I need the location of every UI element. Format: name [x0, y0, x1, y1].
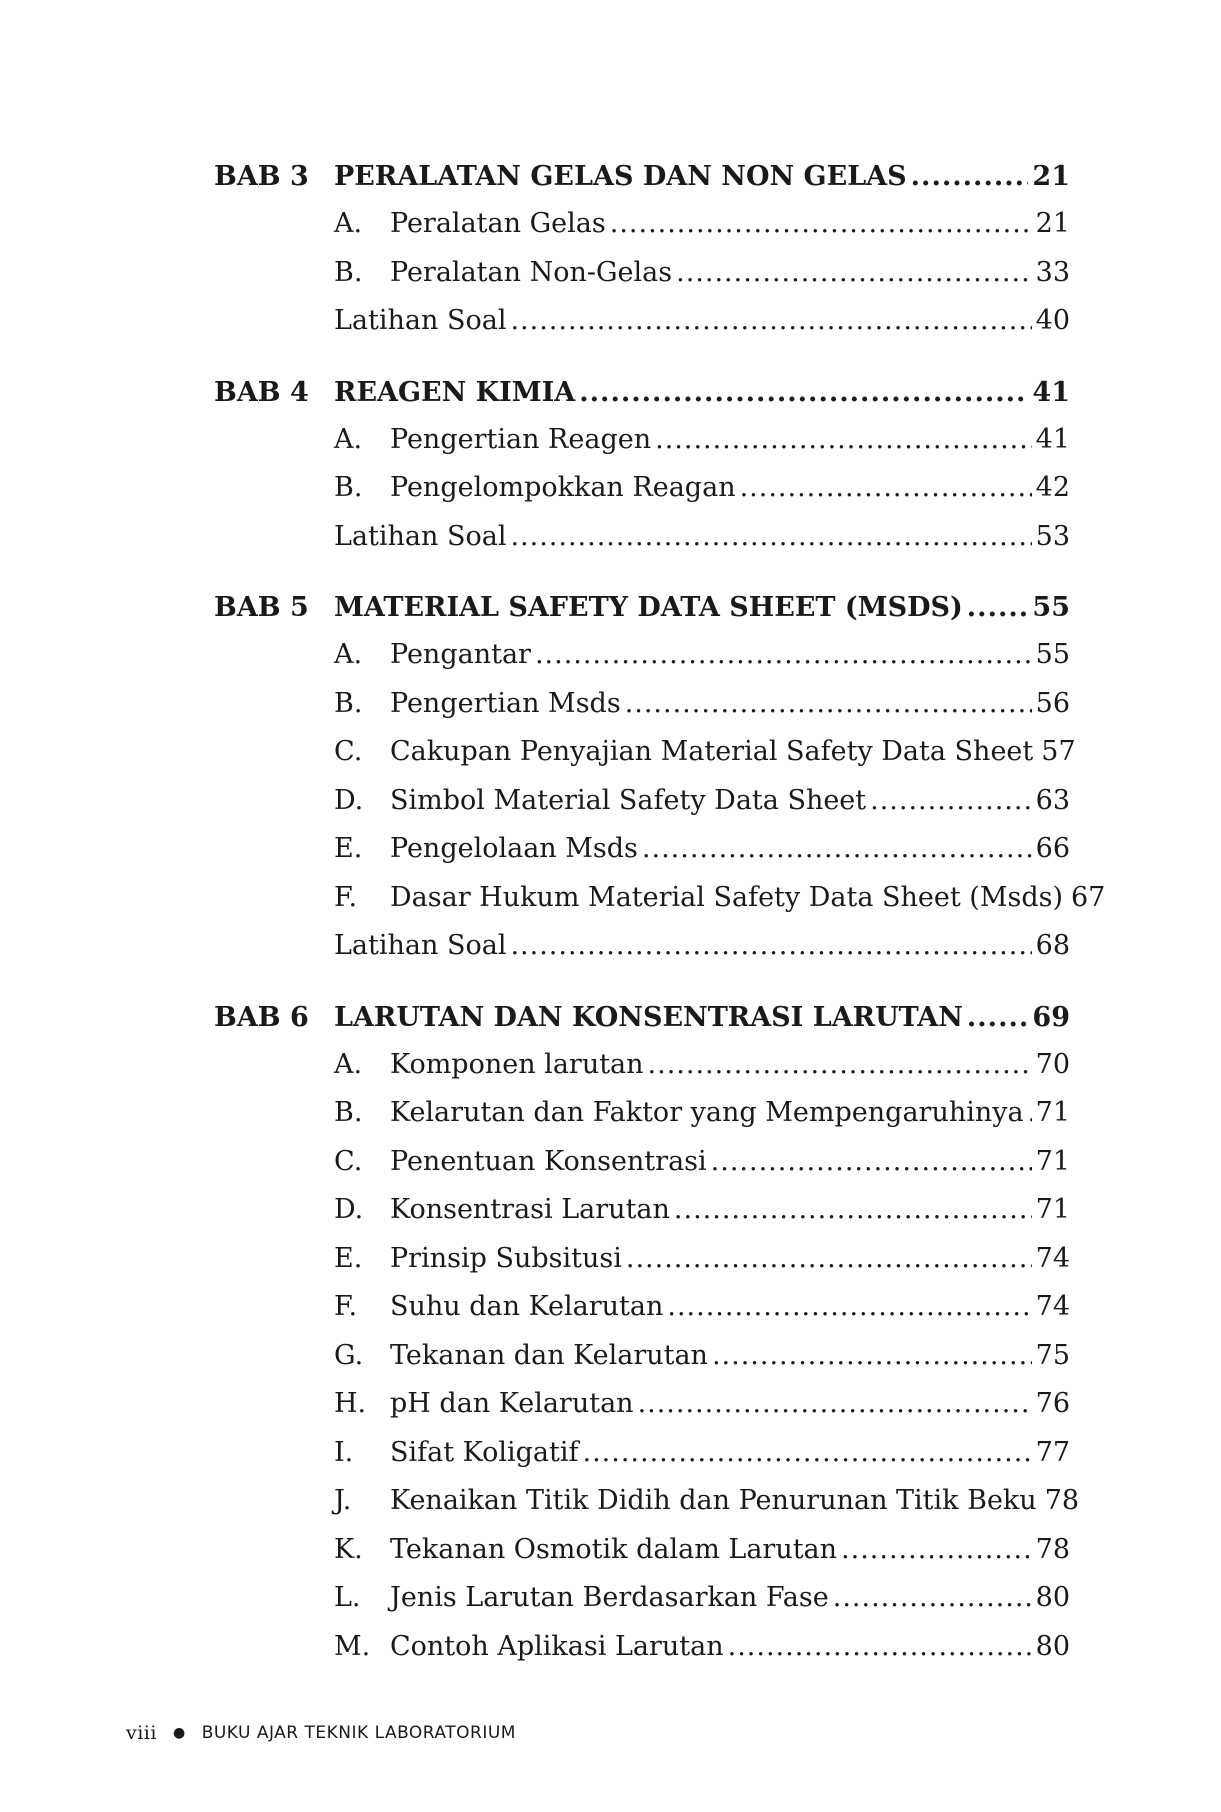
section-letter: C. [334, 1145, 363, 1177]
section-title: Pengelolaan Msds [390, 833, 638, 864]
section-page-number: 78 [1044, 1485, 1080, 1516]
section-title: Pengantar [390, 639, 531, 670]
section-letter: B. [334, 1097, 363, 1128]
section-page-number: 71 [1035, 1194, 1070, 1225]
section-letter: L. [334, 1582, 361, 1613]
running-book-title: BUKU AJAR TEKNIK LABORATORIUM [201, 1723, 516, 1743]
section-page-number: 42 [1035, 472, 1070, 503]
chapter-label: BAB 3 [214, 161, 309, 192]
chapter-heading [214, 995, 1070, 1041]
section-letter: B. [334, 256, 363, 288]
section-letter: A. [334, 208, 363, 239]
section-page-number: 74 [1035, 1242, 1070, 1274]
toc-exercise-entry [334, 513, 1070, 562]
dot-leader [510, 297, 1031, 346]
chapter-page-number: 21 [1032, 161, 1070, 192]
section-letter: G. [334, 1339, 364, 1371]
chapter-title: LARUTAN DAN KONSENTRASI LARUTAN [334, 1001, 963, 1033]
dot-leader [870, 777, 1032, 826]
section-page-number: 80 [1035, 1582, 1070, 1613]
section-title: Jenis Larutan Berdasarkan Fase [390, 1582, 829, 1613]
section-page-number: 41 [1035, 423, 1070, 455]
exercise-title: Latihan Soal [334, 305, 507, 336]
chapter-heading [214, 370, 1070, 416]
toc-section-entry [334, 1380, 1070, 1429]
chapter-label: BAB 6 [214, 1001, 309, 1033]
section-page-number: 33 [1035, 256, 1070, 288]
toc-section-entry [334, 825, 1070, 874]
toc-section-entry [334, 680, 1070, 729]
section-letter: C. [334, 736, 363, 767]
toc-section-entry [334, 1429, 1070, 1478]
dot-leader [676, 249, 1032, 298]
section-title: Komponen larutan [390, 1048, 644, 1080]
dot-leader [674, 1186, 1032, 1235]
section-letter: B. [334, 472, 363, 503]
section-title: Tekanan Osmotik dalam Larutan [390, 1533, 838, 1565]
dot-leader [510, 922, 1031, 971]
exercise-page-number: 68 [1035, 930, 1070, 961]
toc-section-entry [334, 1574, 1070, 1623]
toc-section-entry [334, 416, 1070, 465]
dot-leader [711, 1138, 1032, 1187]
section-title: Penentuan Konsentrasi [390, 1145, 707, 1177]
chapter-block [214, 370, 1070, 562]
section-letter: J. [334, 1485, 352, 1516]
dot-leader [911, 154, 1029, 200]
dot-leader [1028, 1089, 1032, 1138]
toc-section-entry [334, 1089, 1070, 1138]
chapter-heading [214, 154, 1070, 200]
section-letter: K. [334, 1533, 363, 1565]
section-page-number: 76 [1035, 1388, 1070, 1419]
dot-leader [833, 1574, 1032, 1623]
dot-leader [648, 1041, 1032, 1090]
section-page-number: 74 [1035, 1291, 1070, 1322]
toc-section-entry [334, 1623, 1070, 1672]
section-page-number: 71 [1035, 1145, 1070, 1177]
dot-leader [510, 513, 1031, 562]
section-title: Dasar Hukum Material Safety Data Sheet (Msds) [390, 881, 1063, 913]
chapter-page-number: 55 [1032, 592, 1070, 623]
section-letter: A. [334, 423, 363, 455]
dot-leader [638, 1380, 1032, 1429]
toc-section-entry [334, 777, 1070, 826]
section-page-number: 71 [1035, 1097, 1070, 1128]
section-page-number: 77 [1035, 1436, 1070, 1468]
section-title: Contoh Aplikasi Larutan [390, 1630, 724, 1662]
toc-section-entry [334, 1186, 1070, 1235]
dot-leader [626, 1235, 1032, 1284]
page-footer [126, 1722, 516, 1744]
dot-leader [841, 1526, 1032, 1575]
chapter-title: PERALATAN GELAS DAN NON GELAS [334, 161, 907, 192]
section-letter: F. [334, 881, 358, 913]
section-title: Simbol Material Safety Data Sheet [390, 784, 867, 816]
toc-section-entry [334, 1138, 1070, 1187]
toc-section-entry [334, 1477, 1080, 1526]
chapter-page-number: 41 [1032, 376, 1070, 408]
section-title: Pengertian Msds [390, 687, 621, 719]
toc-section-entry [334, 874, 1106, 923]
section-letter: B. [334, 687, 363, 719]
section-page-number: 55 [1035, 639, 1070, 670]
section-title: Peralatan Gelas [390, 208, 606, 239]
section-letter: E. [334, 1242, 363, 1274]
chapter-title: REAGEN KIMIA [334, 376, 576, 408]
toc-section-entry [334, 464, 1070, 513]
page-folio: viii [126, 1722, 157, 1744]
dot-leader [583, 1429, 1032, 1478]
section-title: Kelarutan dan Faktor yang Mempengaruhinya [390, 1097, 1024, 1128]
exercise-title: Latihan Soal [334, 930, 507, 961]
section-page-number: 56 [1035, 687, 1070, 719]
chapter-label: BAB 5 [214, 592, 309, 623]
section-page-number: 63 [1035, 784, 1070, 816]
toc-section-entry [334, 1332, 1070, 1381]
exercise-title: Latihan Soal [334, 520, 507, 552]
section-title: Tekanan dan Kelarutan [390, 1339, 708, 1371]
chapter-block [214, 585, 1106, 971]
section-letter: E. [334, 833, 363, 864]
dot-leader [967, 585, 1029, 631]
dot-leader [728, 1623, 1032, 1672]
dot-leader [642, 825, 1032, 874]
section-letter: H. [334, 1388, 367, 1419]
section-page-number: 70 [1035, 1048, 1070, 1080]
section-page-number: 21 [1035, 208, 1070, 239]
toc-section-entry [334, 1526, 1070, 1575]
toc-section-entry [334, 631, 1070, 680]
dot-leader [712, 1332, 1032, 1381]
section-title: Pengertian Reagen [390, 423, 652, 455]
chapter-label: BAB 4 [214, 376, 309, 408]
toc-exercise-entry [334, 297, 1070, 346]
section-letter: I. [334, 1436, 354, 1468]
exercise-page-number: 40 [1035, 305, 1070, 336]
section-title: Peralatan Non-Gelas [390, 256, 673, 288]
section-title: Konsentrasi Larutan [390, 1194, 670, 1225]
dot-leader [655, 416, 1032, 465]
toc-section-entry [334, 1041, 1070, 1090]
section-title: Sifat Koligatif [390, 1436, 579, 1468]
exercise-page-number: 53 [1035, 520, 1070, 552]
section-page-number: 67 [1071, 881, 1106, 913]
dot-leader [579, 370, 1028, 416]
toc-exercise-entry [334, 922, 1070, 971]
section-title: Pengelompokkan Reagan [390, 472, 736, 503]
section-letter: M. [334, 1630, 371, 1662]
section-letter: A. [334, 639, 363, 670]
dot-leader [535, 631, 1032, 680]
dot-leader [967, 995, 1029, 1041]
dot-leader [667, 1283, 1031, 1332]
dot-leader [625, 680, 1032, 729]
chapter-block [214, 995, 1080, 1672]
bullet-separator-icon: ● [172, 1725, 186, 1741]
chapter-heading [214, 585, 1070, 631]
section-page-number: 57 [1041, 736, 1076, 767]
dot-leader [610, 200, 1032, 249]
toc-section-entry [334, 200, 1070, 249]
section-page-number: 78 [1035, 1533, 1070, 1565]
section-title: pH dan Kelarutan [390, 1388, 634, 1419]
section-page-number: 75 [1035, 1339, 1070, 1371]
section-letter: D. [334, 1194, 364, 1225]
chapter-title: MATERIAL SAFETY DATA SHEET (MSDS) [334, 592, 963, 623]
toc-section-entry [334, 1235, 1070, 1284]
toc-section-entry [334, 249, 1070, 298]
toc-section-entry [334, 1283, 1070, 1332]
section-letter: A. [334, 1048, 363, 1080]
section-title: Cakupan Penyajian Material Safety Data Sheet [390, 736, 1034, 767]
chapter-page-number: 69 [1032, 1001, 1070, 1033]
section-letter: D. [334, 784, 364, 816]
section-letter: F. [334, 1291, 358, 1322]
dot-leader [740, 464, 1032, 513]
section-title: Suhu dan Kelarutan [390, 1291, 664, 1322]
chapter-block [214, 154, 1070, 346]
section-page-number: 80 [1035, 1630, 1070, 1662]
section-title: Kenaikan Titik Didih dan Penurunan Titik Beku [390, 1485, 1037, 1516]
toc-section-entry [334, 728, 1076, 777]
section-page-number: 66 [1035, 833, 1070, 864]
section-title: Prinsip Subsitusi [390, 1242, 622, 1274]
table-of-contents [214, 154, 1106, 1695]
